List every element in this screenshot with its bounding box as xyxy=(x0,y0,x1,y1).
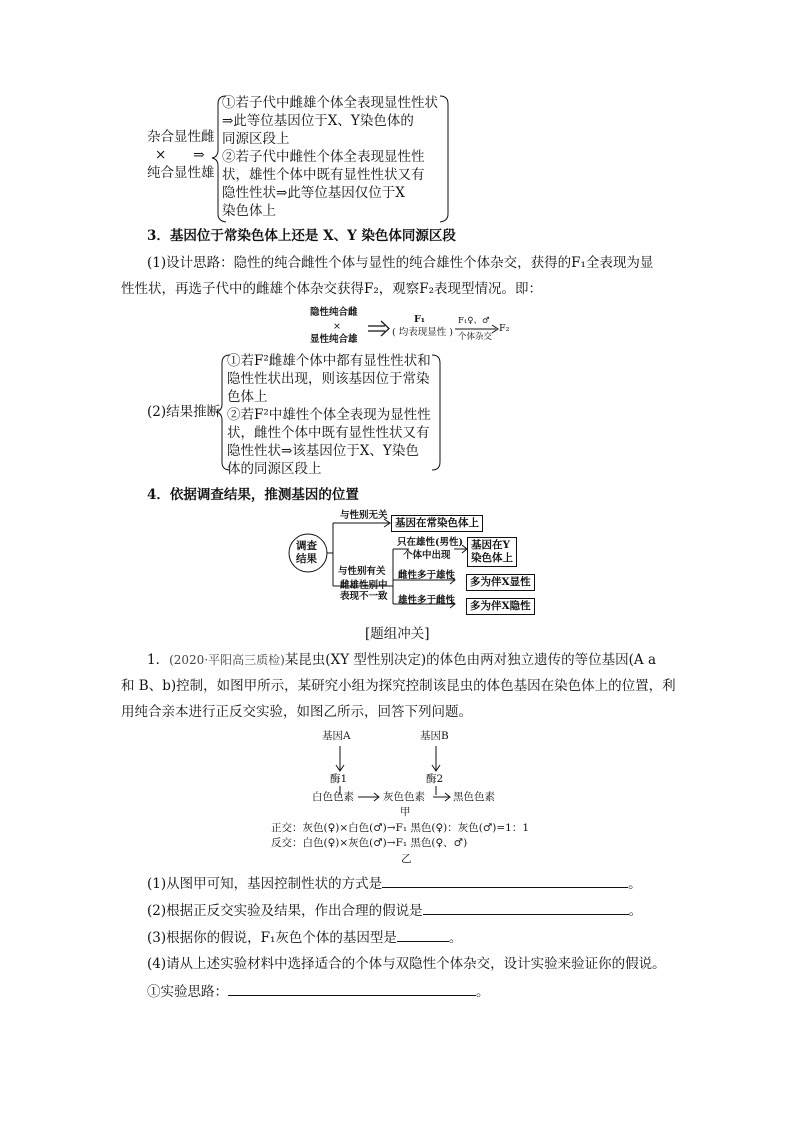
result-lines xyxy=(227,352,431,478)
result-right-bracket xyxy=(432,355,440,470)
gray-pigment: 灰色色素 xyxy=(383,791,425,803)
section4-heading: 4．依据调查结果，推测基因的位置 xyxy=(147,487,359,503)
section3-heading: 3．基因位于常染色体上还是 X、Y 染色体同源区段 xyxy=(147,228,456,244)
result-label: (2)结果推断 xyxy=(147,404,221,420)
caption-yi: 乙 xyxy=(401,853,412,865)
related-label: 与性别有关 xyxy=(338,566,386,577)
result-line: 隐性性状⇒该基因位于X、Y染色 xyxy=(227,443,419,459)
answer-blank-3[interactable] xyxy=(397,928,449,942)
survey-center-1: 调查 xyxy=(296,540,317,552)
block1-line: ⇒此等位基因位于X、Y染色体的 xyxy=(222,113,414,129)
block1-line: 状，雄性个体中既有显性性状又有 xyxy=(222,167,425,183)
cross-arrow-top: F₁♀、♂ xyxy=(458,316,490,326)
survey-center-2: 结果 xyxy=(296,553,317,565)
design-line-1: (1)设计思路：隐性的纯合雌性个体与显性的纯合雄性个体杂交，获得的F₁全表现为显 xyxy=(147,255,654,271)
caption-jia: 甲 xyxy=(400,806,411,818)
related-sub-2: 表现不一致 xyxy=(340,591,388,602)
block1-line: ②若子代中雌性个体全表现显性性 xyxy=(222,149,425,165)
group-title: [题组冲关] xyxy=(365,626,430,642)
black-pigment: 黑色色素 xyxy=(453,791,495,803)
male-more-label: 雄性多于雌性 xyxy=(398,595,456,606)
result-line: ②若F²中雄性个体全表现为显性性 xyxy=(227,407,431,423)
cross-arrow-bottom: 个体杂交 xyxy=(458,332,493,342)
answer-blank-1[interactable] xyxy=(382,874,628,888)
q1-line-3: 用纯合亲本进行正反交实验，如图乙所示，回答下列问题。 xyxy=(121,704,472,720)
male-only-result: 基因在Y 染色体上 xyxy=(467,537,517,567)
forward-cross: 正交：灰色(♀)×白色(♂)→F₁ 黑色(♀)：灰色(♂)=1：1 xyxy=(271,822,530,834)
answer-blank-4[interactable] xyxy=(228,982,476,996)
related-sub-1: 雌雄性别中 xyxy=(340,580,388,591)
sub-question-3: (3)根据你的假说，F₁灰色个体的基因型是 。 xyxy=(147,930,463,946)
result-line: 体的同源区段上 xyxy=(227,461,322,477)
female-more-label: 雌性多于雄性 xyxy=(398,570,456,581)
sub-question-4: (4)请从上述实验材料中选择适合的个体与双隐性个体杂交，设计实验来验证你的假说。 xyxy=(147,956,666,972)
enzyme-2: 酶2 xyxy=(426,773,444,785)
q1-line-1: 1．(2020·平阳高三质检)某昆虫(XY 型性别决定)的体色由两对独立遗传的等位基因(A a xyxy=(147,652,657,668)
result-line: 隐性性状出现，则该基因位于常染 xyxy=(227,371,430,387)
cross-times: × xyxy=(333,321,341,332)
gene-a: 基因A xyxy=(322,730,351,742)
male-only-2: 个体中出现 xyxy=(403,550,451,561)
cross-male: 显性纯合雄 xyxy=(310,334,358,345)
right-bracket xyxy=(440,96,448,222)
left-label-line-2: × ⇒ xyxy=(155,147,205,163)
left-label-line-3: 纯合显性雄 xyxy=(147,165,215,181)
block1-line: ①若子代中雌雄个体全表现显性性状 xyxy=(222,95,438,111)
sub-question-2: (2)根据正反交实验及结果，作出合理的假说是 。 xyxy=(147,903,643,919)
left-brace xyxy=(212,96,226,222)
cross-female: 隐性纯合雌 xyxy=(310,307,358,318)
block1-line: 隐性性状⇒此等位基因仅位于X xyxy=(222,185,405,201)
male-more-result: 多为伴X隐性 xyxy=(466,598,535,615)
cross-f1: F₁ xyxy=(414,314,425,325)
design-line-2: 性性状，再选子代中的雌雄个体杂交获得F₂，观察F₂表现型情况。即： xyxy=(121,281,543,297)
white-pigment: 白色色素 xyxy=(312,791,354,803)
result-line: 状，雌性个体中既有显性性状又有 xyxy=(227,425,430,441)
unrelated-label: 与性别无关 xyxy=(340,510,388,521)
block1-line: 染色体上 xyxy=(222,203,276,219)
q1-source: (2020·平阳高三质检) xyxy=(169,653,285,667)
sub-question-4-1: ①实验思路： 。 xyxy=(147,984,490,1000)
unrelated-result: 基因在常染色体上 xyxy=(391,515,483,532)
male-only-1: 只在雄性(男性) xyxy=(397,537,463,548)
result-line: ①若F²雌雄个体中都有显性性状和 xyxy=(227,353,431,369)
double-arrow xyxy=(368,321,389,336)
left-label-line-1: 杂合显性雌 xyxy=(147,129,215,145)
cross-f1-note: ( 均表现显性 ) xyxy=(392,327,453,338)
result-line: 色体上 xyxy=(227,389,268,405)
enzyme-1: 酶1 xyxy=(330,773,348,785)
block1-line: 同源区段上 xyxy=(222,131,290,147)
gene-b: 基因B xyxy=(420,730,449,742)
cross-f2: F₂ xyxy=(499,323,510,334)
q1-line-2: 和 B、b)控制，如图甲所示，某研究小组为探究控制该昆虫的体色基因在染色体上的位置，利 xyxy=(121,678,676,694)
answer-blank-2[interactable] xyxy=(423,901,629,915)
female-more-result: 多为伴X显性 xyxy=(466,574,535,591)
sub-question-1: (1)从图甲可知，基因控制性状的方式是 。 xyxy=(147,876,642,892)
reverse-cross: 反交：白色(♀)×灰色(♂)→F₁ 黑色(♀、♂) xyxy=(271,837,468,849)
